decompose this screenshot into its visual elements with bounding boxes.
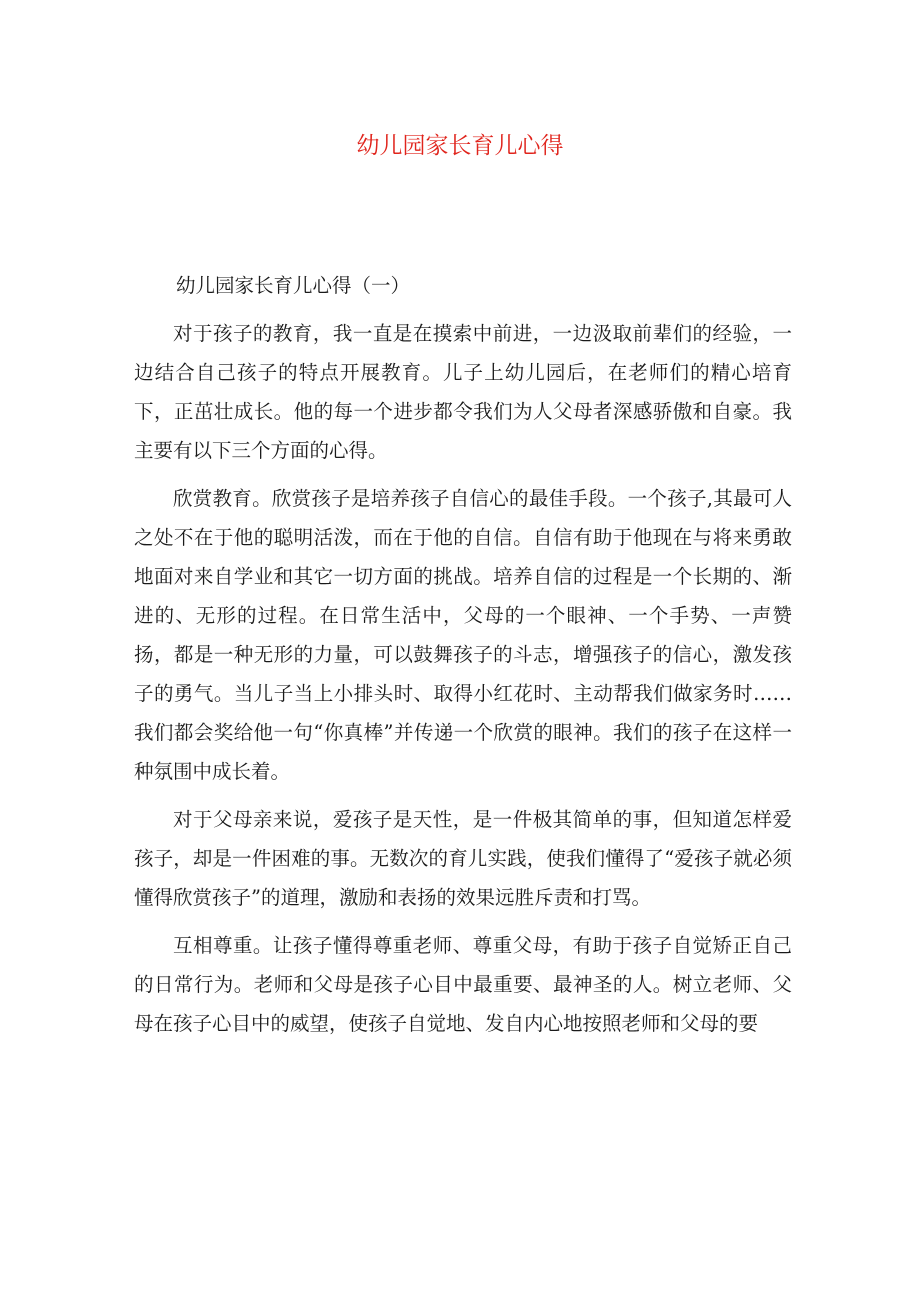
document-body: [134, 314, 792, 1052]
paragraph-4: 互相尊重。让孩子懂得尊重老师、尊重父母，有助于孩子自觉矫正自己的日常行为。老师和父母是孩子心目中最重要、最神圣的人。树立老师、父母在孩子心目中的威望，使孩子自觉地、发自内心地按照老师和父母的要: [134, 934, 792, 1035]
paragraph-1: 对于孩子的教育，我一直是在摸索中前进，一边汲取前辈们的经验，一边结合自己孩子的特点开展教育。儿子上幼儿园后，在老师们的精心培育下，正茁壮成长。他的每一个进步都令我们为人父母者深感骄傲和自豪。我主要有以下三个方面的心得。: [134, 322, 792, 462]
document-title: 幼儿园家长育儿心得: [356, 133, 564, 159]
section-heading: 幼儿园家长育儿心得（一）: [176, 274, 411, 297]
paragraph-3: 对于父母亲来说，爱孩子是天性，是一件极其简单的事，但知道怎样爱孩子，却是一件困难的事。无数次的育儿实践，使我们懂得了“爱孩子就必须懂得欣赏孩子”的道理，激励和表扬的效果远胜斥责和打骂。: [134, 808, 792, 909]
paragraph-2: 欣赏教育。欣赏孩子是培养孩子自信心的最佳手段。一个孩子,其最可人之处不在于他的聪明活泼，而在于他的自信。自信有助于他现在与将来勇敢地面对来自学业和其它一切方面的挑战。培养自信的过程是一个长期的、渐进的、无形的过程。在日常生活中，父母的一个眼神、一个手势、一声赞扬，都是一种无形的力量，可以鼓舞孩子的斗志，增强孩子的信心，激发孩子的勇气。当儿子当上小排头时、取得小红花时、主动帮我们做家务时……我们都会奖给他一句“你真棒”并传递一个欣赏的眼神。我们的孩子在这样一种氛围中成长着。: [134, 487, 792, 783]
